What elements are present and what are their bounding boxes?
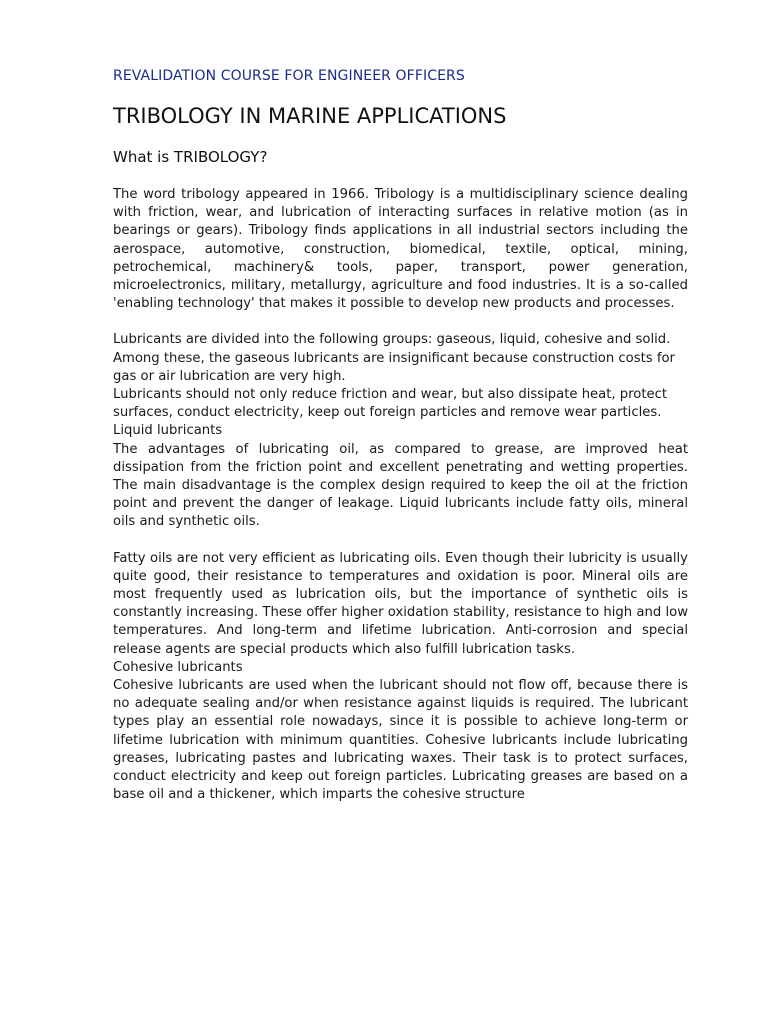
document-title: TRIBOLOGY IN MARINE APPLICATIONS <box>113 104 507 128</box>
document-page <box>113 66 688 805</box>
cohesive-lubricants-heading: Cohesive lubricants <box>113 659 243 675</box>
fatty-oils-paragraph: Fatty oils are not very efficient as lubricating oils. Even though their lubricity is usually quite good, their resistance to temperatures and oxidation is poor. Mineral oils are most frequently used as lubrication oils, but the importance of synthetic oils is constantly increasing. These offer higher oxidation stability, resistance to high and low temperatures. And long-term and lifetime lubrication. Anti-corrosion and special release agents are special products which also fulfill lubrication tasks. <box>113 550 688 657</box>
course-title: REVALIDATION COURSE FOR ENGINEER OFFICERS <box>113 68 465 84</box>
intro-paragraph: The word tribology appeared in 1966. Tribology is a multidisciplinary science dealing with friction, wear, and lubrication of interacting surfaces in relative motion (as in bearings or gears). Tribology finds applications in all industrial sectors including the aerospace, automotive, construction, biomedical, textile, optical, mining, petrochemical, machinery& tools, paper, transport, power generation, microelectronics, military, metallurgy, agriculture and food industries. It is a so-called 'enabling technology' that makes it possible to develop new products and processes. <box>113 187 688 312</box>
cohesive-lubricants-paragraph: Cohesive lubricants are used when the lubricant should not flow off, because there is no adequate sealing and/or when resistance against liquids is required. The lubricant types play an essential role nowadays, since it is possible to achieve long-term or lifetime lubrication with minimum quantities. Cohesive lubricants include lubricating greases, lubricating pastes and lubricating waxes. Their task is to protect surfaces, conduct electricity and keep out foreign particles. Lubricating greases are based on a base oil and a thickener, which imparts the cohesive structure <box>113 678 688 803</box>
lubricant-groups-paragraph: Lubricants are divided into the following groups: gaseous, liquid, cohesive and solid. <box>113 332 671 348</box>
liquid-lubricants-heading: Liquid lubricants <box>113 423 223 439</box>
lubricant-functions-paragraph: Lubricants should not only reduce friction and wear, but also dissipate heat, protect surfaces, conduct electricity, keep out foreign particles and remove wear particles. <box>113 387 668 421</box>
liquid-lubricants-paragraph: The advantages of lubricating oil, as compared to grease, are improved heat dissipation from the friction point and excellent penetrating and wetting properties. The main disadvantage is the complex design required to keep the oil at the friction point and prevent the danger of leakage. Liquid lubricants include fatty oils, mineral oils and synthetic oils. <box>113 441 688 530</box>
section-heading: What is TRIBOLOGY? <box>113 148 268 166</box>
gaseous-note-paragraph: Among these, the gaseous lubricants are insignificant because construction costs for gas or air lubrication are very high. <box>113 350 675 384</box>
